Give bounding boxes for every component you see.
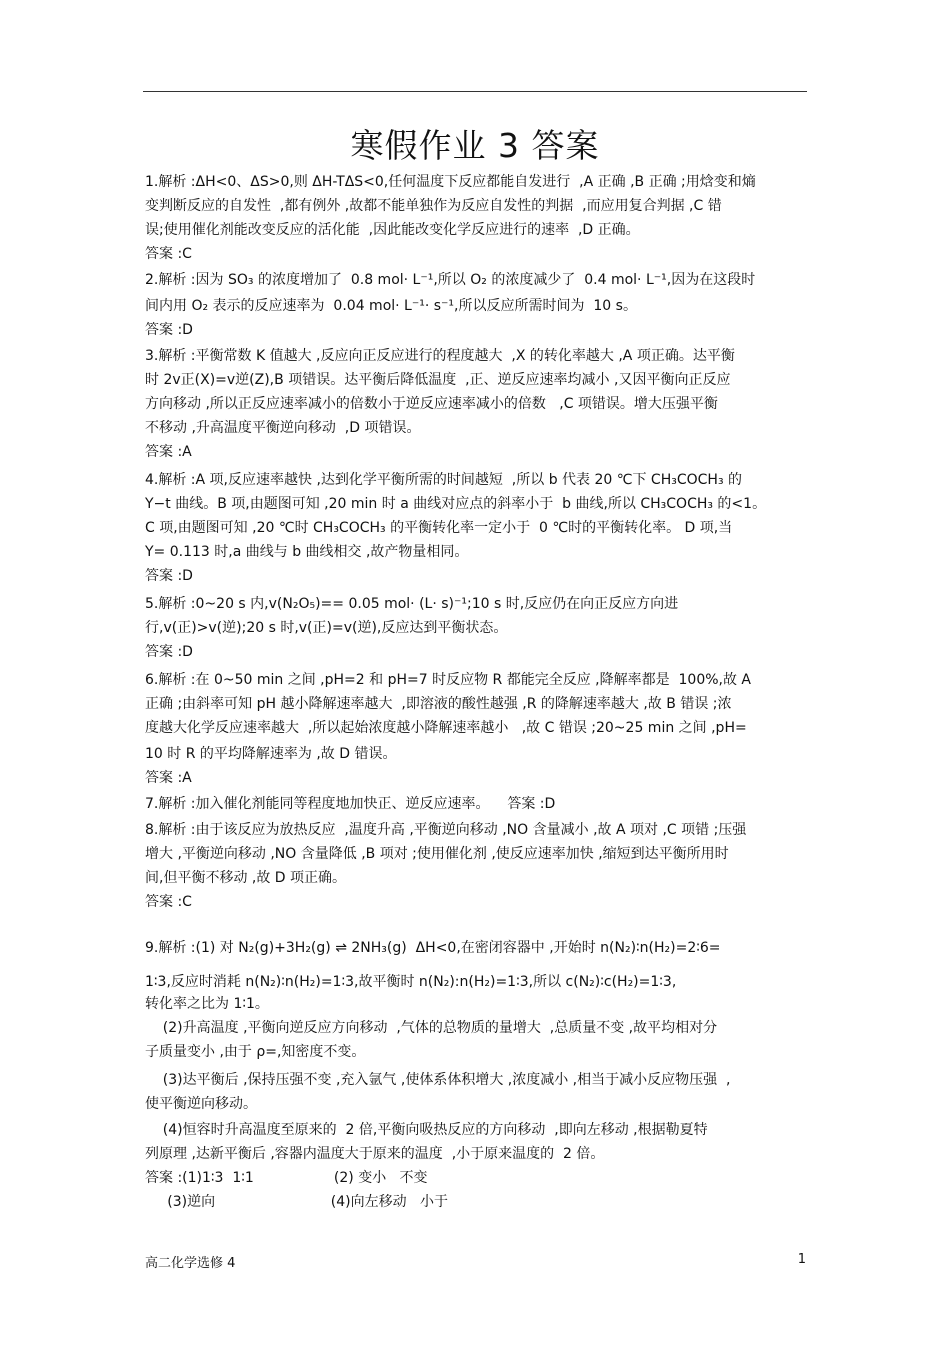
text-line: 答案 :D bbox=[145, 644, 193, 660]
text-line: 答案 :C bbox=[145, 894, 192, 910]
text-line: 间内用 O₂ 表示的反应速率为 0.04 mol· L⁻¹· s⁻¹,所以反应所需时间为 10 s。 bbox=[145, 298, 637, 314]
text-line: 答案 :A bbox=[145, 444, 192, 460]
text-line: 误;使用催化剂能改变反应的活化能 ,因此能改变化学反应进行的速率 ,D 正确。 bbox=[145, 222, 640, 238]
text-line: 度越大化学反应速率越大 ,所以起始浓度越小降解速率越小 ,故 C 错误 ;20~25 min 之间 ,pH= bbox=[145, 720, 747, 736]
text-line: 答案 :(1)1∶3 1∶1 (2) 变小 不变 bbox=[145, 1170, 428, 1186]
text-line: 方向移动 ,所以正反应速率减小的倍数小于逆反应速率减小的倍数 ,C 项错误。增大压强平衡 bbox=[145, 396, 718, 412]
text-line: 9.解析 :(1) 对 N₂(g)+3H₂(g) ⇌ 2NH₃(g) ΔH<0,在密闭容器中 ,开始时 n(N₂)∶n(H₂)=2∶6= bbox=[145, 940, 721, 956]
text-line: Y−t 曲线。B 项,由题图可知 ,20 min 时 a 曲线对应点的斜率小于 b 曲线,所以 CH₃COCH₃ 的<1。 bbox=[145, 496, 767, 512]
text-line: 正确 ;由斜率可知 pH 越小降解速率越大 ,即溶液的酸性越强 ,R 的降解速率越大 ,故 B 错误 ;浓 bbox=[145, 696, 732, 712]
text-line: 7.解析 :加入催化剂能同等程度地加快正、逆反应速率。 答案 :D bbox=[145, 796, 556, 812]
page-title: 寒假作业 3 答案 bbox=[350, 126, 600, 165]
text-line: 使平衡逆向移动。 bbox=[145, 1096, 257, 1112]
text-line: 5.解析 :0~20 s 内,v(N₂O₅)== 0.05 mol· (L· s)⁻¹;10 s 时,反应仍在向正反应方向进 bbox=[145, 596, 679, 612]
text-line: 2.解析 :因为 SO₃ 的浓度增加了 0.8 mol· L⁻¹,所以 O₂ 的浓度减少了 0.4 mol· L⁻¹,因为在这段时 bbox=[145, 272, 756, 288]
text-line: 行,v(正)>v(逆);20 s 时,v(正)=v(逆),反应达到平衡状态。 bbox=[145, 620, 508, 636]
text-line: 间,但平衡不移动 ,故 D 项正确。 bbox=[145, 870, 347, 886]
text-line: 4.解析 :A 项,反应速率越快 ,达到化学平衡所需的时间越短 ,所以 b 代表 20 ℃下 CH₃COCH₃ 的 bbox=[145, 472, 743, 488]
text-line: 1∶3,反应时消耗 n(N₂)∶n(H₂)=1∶3,故平衡时 n(N₂):n(H₂)=1∶3,所以 c(N₂)∶c(H₂)=1∶3, bbox=[145, 974, 677, 990]
text-line: 答案 :D bbox=[145, 322, 193, 338]
text-line: 10 时 R 的平均降解速率为 ,故 D 错误。 bbox=[145, 746, 397, 762]
text-line: C 项,由题图可知 ,20 ℃时 CH₃COCH₃ 的平衡转化率一定小于 0 ℃时的平衡转化率。 D 项,当 bbox=[145, 520, 733, 536]
text-line: 答案 :A bbox=[145, 770, 192, 786]
text-line: 子质量变小 ,由于 ρ=,知密度不变。 bbox=[145, 1044, 366, 1060]
text-line: 3.解析 :平衡常数 K 值越大 ,反应向正反应进行的程度越大 ,X 的转化率越大 ,A 项正确。达平衡 bbox=[145, 348, 735, 364]
text-line: 列原理 ,达新平衡后 ,容器内温度大于原来的温度 ,小于原来温度的 2 倍。 bbox=[145, 1146, 605, 1162]
text-line: 答案 :C bbox=[145, 246, 192, 262]
text-line: 8.解析 :由于该反应为放热反应 ,温度升高 ,平衡逆向移动 ,NO 含量减小 ,故 A 项对 ,C 项错 ;压强 bbox=[145, 822, 747, 838]
text-line: (2)升高温度 ,平衡向逆反应方向移动 ,气体的总物质的量增大 ,总质量不变 ,故平均相对分 bbox=[145, 1020, 718, 1036]
text-line: Y= 0.113 时,a 曲线与 b 曲线相交 ,故产物量相同。 bbox=[145, 544, 469, 560]
footer-course: 高二化学选修 4 bbox=[145, 1256, 236, 1271]
page-number: 1 bbox=[797, 1252, 806, 1267]
text-line: 变判断反应的自发性 ,都有例外 ,故都不能单独作为反应自发性的判据 ,而应用复合判据 ,C 错 bbox=[145, 198, 722, 214]
header-rule bbox=[143, 91, 807, 92]
text-line: (3)逆向 (4)向左移动 小于 bbox=[145, 1194, 448, 1210]
text-line: 转化率之比为 1∶1。 bbox=[145, 996, 269, 1012]
text-line: 时 2v正(X)=v逆(Z),B 项错误。达平衡后降低温度 ,正、逆反应速率均减小 ,又因平衡向正反应 bbox=[145, 372, 731, 388]
text-line: (3)达平衡后 ,保持压强不变 ,充入氩气 ,使体系体积增大 ,浓度减小 ,相当于减小反应物压强 , bbox=[145, 1072, 731, 1088]
text-line: 1.解析 :ΔH<0、ΔS>0,则 ΔH-TΔS<0,任何温度下反应都能自发进行 ,A 正确 ,B 正确 ;用焓变和熵 bbox=[145, 174, 756, 190]
text-line: 答案 :D bbox=[145, 568, 193, 584]
text-line: 不移动 ,升高温度平衡逆向移动 ,D 项错误。 bbox=[145, 420, 421, 436]
text-line: 6.解析 :在 0~50 min 之间 ,pH=2 和 pH=7 时反应物 R 都能完全反应 ,降解率都是 100%,故 A bbox=[145, 672, 752, 688]
text-line: (4)恒容时升高温度至原来的 2 倍,平衡向吸热反应的方向移动 ,即向左移动 ,根据勒夏特 bbox=[145, 1122, 708, 1138]
text-line: 增大 ,平衡逆向移动 ,NO 含量降低 ,B 项对 ;使用催化剂 ,使反应速率加快 ,缩短到达平衡所用时 bbox=[145, 846, 729, 862]
